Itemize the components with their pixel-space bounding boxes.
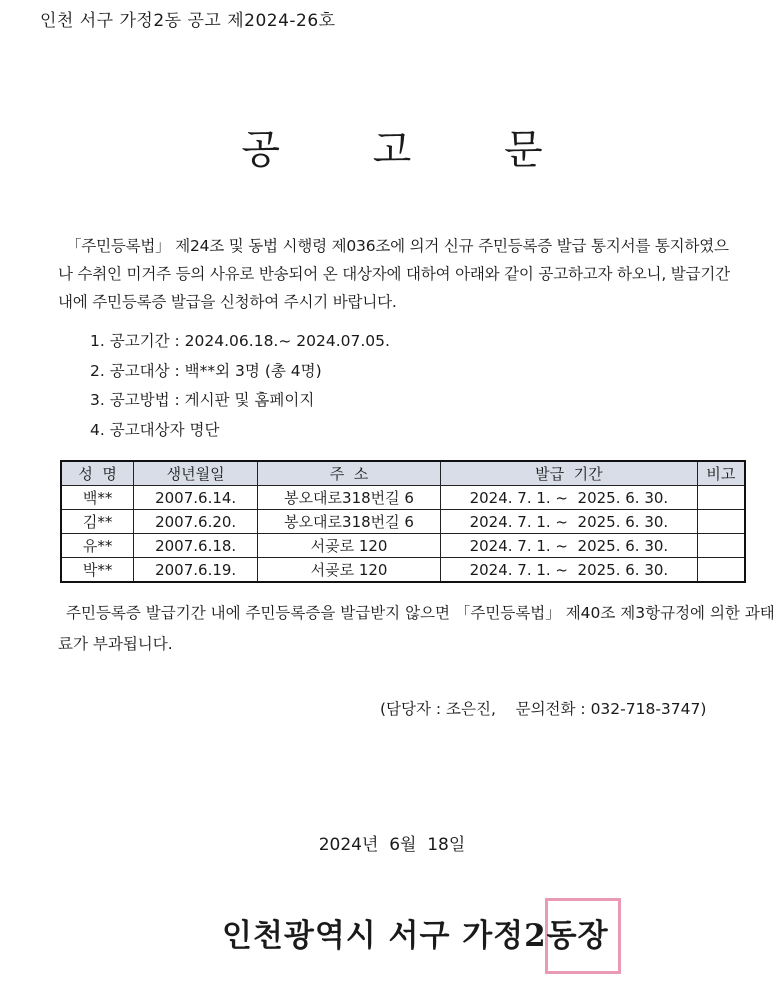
item-list: [90, 327, 390, 445]
header-name: 성 명: [61, 461, 134, 486]
cell-remarks: [697, 558, 745, 583]
cell-name: 박**: [61, 558, 134, 583]
table-row: [61, 486, 745, 510]
page-title: 공 고 문: [241, 127, 583, 173]
list-item: 4. 공고대상자 명단: [90, 420, 220, 439]
cell-remarks: [697, 510, 745, 534]
table-row: [61, 534, 745, 558]
cell-remarks: [697, 534, 745, 558]
cell-address: 봉오대로318번길 6: [258, 486, 441, 510]
header-address: 주 소: [258, 461, 441, 486]
cell-period: 2024. 7. 1. ~ 2025. 6. 30.: [441, 558, 698, 583]
cell-address: 서곶로 120: [258, 534, 441, 558]
contact-info: (담당자 : 조은진, 문의전화 : 032-718-3747): [380, 700, 707, 718]
penalty-notice: 주민등록증 발급기간 내에 주민등록증을 발급받지 않으면 「주민등록법」 제40조 제3항규정에 의한 과태료가 부과됩니다.: [58, 604, 775, 653]
header-remarks: 비고: [697, 461, 745, 486]
cell-address: 서곶로 120: [258, 558, 441, 583]
list-item: 3. 공고방법 : 게시판 및 홈페이지: [90, 391, 315, 409]
header-period: 발급 기간: [441, 461, 698, 486]
cell-period: 2024. 7. 1. ~ 2025. 6. 30.: [441, 510, 698, 534]
target-table: [60, 460, 746, 583]
table-row: [61, 558, 745, 583]
table-header-row: [61, 461, 745, 486]
cell-birthdate: 2007.6.19.: [134, 558, 258, 583]
cell-birthdate: 2007.6.14.: [134, 486, 258, 510]
cell-name: 김**: [61, 510, 134, 534]
list-item: 1. 공고기간 : 2024.06.18.~ 2024.07.05.: [90, 332, 390, 350]
notice-number: 인천 서구 가정2동 공고 제2024-26호: [40, 11, 336, 31]
header-birthdate: 생년월일: [134, 461, 258, 486]
cell-birthdate: 2007.6.18.: [134, 534, 258, 558]
cell-period: 2024. 7. 1. ~ 2025. 6. 30.: [441, 486, 698, 510]
table-row: [61, 510, 745, 534]
body-paragraph: 「주민등록법」 제24조 및 동법 시행령 제036조에 의거 신규 주민등록증 발급 통지서를 통지하였으나 수취인 미거주 등의 사유로 반송되어 온 대상자에 대하여 아래와 같이 공고하고자 하오니, 발급기간 내에 주민등록증 발급을 신청하여 주시기 바랍니다.: [58, 237, 730, 311]
cell-remarks: [697, 486, 745, 510]
issue-date: 2024년 6월 18일: [318, 835, 466, 855]
cell-period: 2024. 7. 1. ~ 2025. 6. 30.: [441, 534, 698, 558]
issuer-name: 인천광역시 서구 가정2동장: [222, 918, 609, 954]
cell-birthdate: 2007.6.20.: [134, 510, 258, 534]
cell-name: 백**: [61, 486, 134, 510]
cell-address: 봉오대로318번길 6: [258, 510, 441, 534]
list-item: 2. 공고대상 : 백**외 3명 (총 4명): [90, 361, 322, 380]
cell-name: 유**: [61, 534, 134, 558]
